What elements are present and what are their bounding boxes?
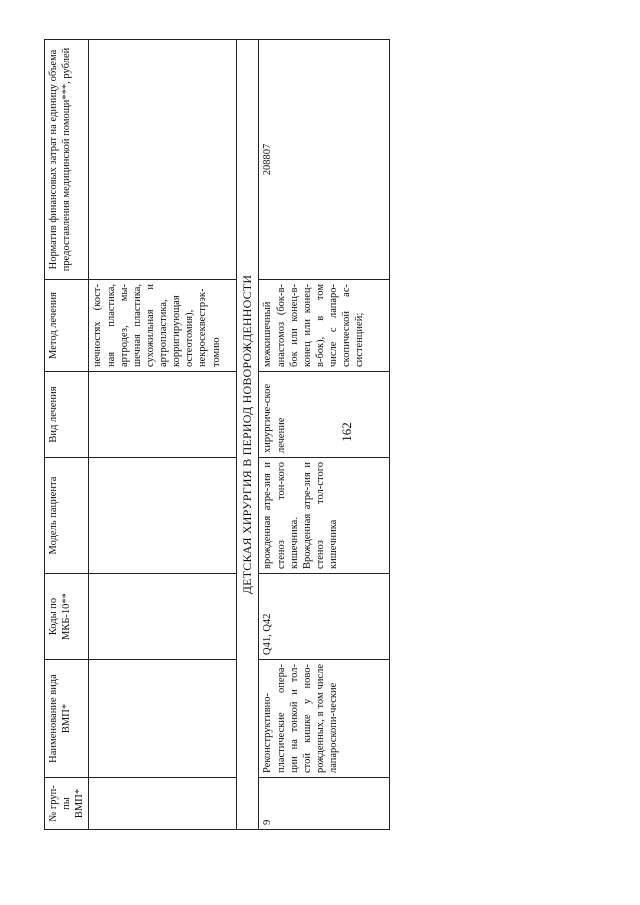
header-cost-norm: Норматив финансовых затрат на единицу объема предоставления медицинской помощи***, рублей [45,40,89,280]
row-vmp-name: Реконструктивно-пластические опера-ции на тонкой и тол-стой кишке у ново-рожденных, в том числе лапароскопи-ческие [259,660,390,778]
row-group-no: 9 [259,778,390,830]
row-treatment-type: хирургиче-ское лечение [259,372,390,458]
page-number: 162 [339,422,354,442]
header-row [45,40,89,830]
header-treatment-method: Метод лечения [45,280,89,372]
cont-treatment-type [89,372,237,458]
continuation-row [89,40,237,830]
row-mkb-codes: Q41, Q42 [259,574,390,660]
header-vmp-name: Наименование вида ВМП* [45,660,89,778]
row-cost-norm: 208807 [259,40,390,280]
header-mkb-codes: Коды по МКБ-10** [45,574,89,660]
cont-vmp-name [89,660,237,778]
header-group-no: № груп-пы ВМП* [45,778,89,830]
cont-mkb-codes [89,574,237,660]
cont-group-no [89,778,237,830]
rotated-table-sheet [44,40,390,830]
cont-treatment-method: нечностях (кост-ная пластика, артродез, мы-шечная пластика, сухожильная и артропластика, корригирующая остеотомия), некросеквестрэк-томию [89,280,237,372]
vmp-table [44,39,390,830]
row-patient-model: врожденная атре-зия и стеноз тон-кого кишечника. Врожденная атре-зия и стеноз тол-стого кишечника [259,458,390,574]
header-treatment-type: Вид лечения [45,372,89,458]
cont-cost-norm [89,40,237,280]
section-title: ДЕТСКАЯ ХИРУРГИЯ В ПЕРИОД НОВОРОЖДЕННОСТИ [237,40,259,830]
table-row [259,40,390,830]
header-patient-model: Модель пациента [45,458,89,574]
row-treatment-method: межкишечный анастомоз (бок-в-бок или конец-в-конец или конец-в-бок), в том числе с лапаро-скопической ас-систенцией; [259,280,390,372]
cont-patient-model [89,458,237,574]
section-row [237,40,259,830]
